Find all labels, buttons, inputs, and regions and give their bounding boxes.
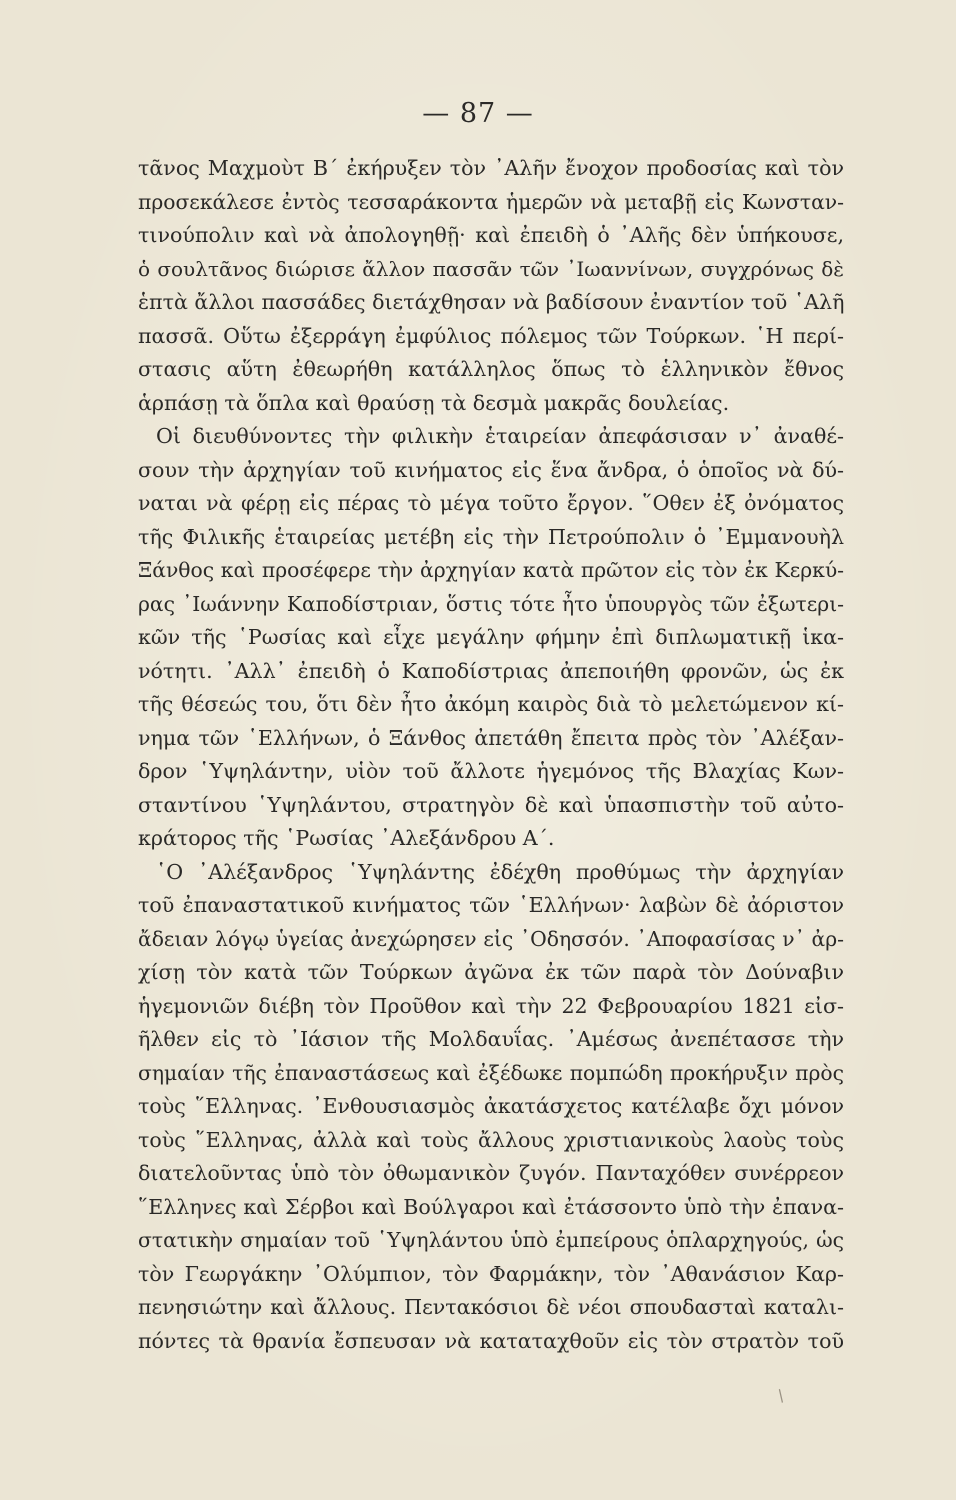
text-line: τῆς θέσεώς του, ὅτι δὲν ἦτο ἀκόμη καιρὸς διὰ τὸ μελετώμενον κί- (138, 692, 844, 716)
text-line: πενησιώτην καὶ ἄλλους. Πεντακόσιοι δὲ νέοι σπουδασταὶ καταλι- (138, 1295, 844, 1319)
text-line: τὸν Γεωργάκην ᾿Ολύμπιον, τὸν Φαρμάκην, τὸν ᾿Αθανάσιον Καρ- (138, 1261, 844, 1286)
text-line: τινούπολιν καὶ νὰ ἀπολογηθῇ· καὶ ἐπειδὴ ὁ ᾿Αλῆς δὲν ὑπήκουσε, (138, 223, 844, 247)
text-line: ἡγεμονιῶν διέβη τὸν Προῦθον καὶ τὴν 22 Φεβρουαρίου 1821 εἰσ- (138, 993, 844, 1018)
text-line: πασσᾶ. Οὕτω ἐξερράγη ἐμφύλιος πόλεμος τῶν Τούρκων. ῾Η περί- (138, 323, 844, 348)
text-line: ῆλθεν εἰς τὸ ᾿Ιάσιον τῆς Μολδαυΐας. ᾿Αμέσως ἀνεπέτασσε τὴν (138, 1027, 844, 1051)
text-line: στατικὴν σημαίαν τοῦ ῾Υψηλάντου ὑπὸ ἐμπείρους ὁπλαρχηγούς, ὡς (138, 1228, 844, 1252)
text-line: ναται νὰ φέρῃ εἰς πέρας τὸ μέγα τοῦτο ἔργον. ῞Οθεν ἐξ ὀνόματος (138, 491, 844, 515)
text-line: τοὺς ῞Ελληνας, ἀλλὰ καὶ τοὺς ἄλλους χριστιανικοὺς λαοὺς τοὺς (138, 1127, 844, 1152)
text-line: κράτορος τῆς ῾Ρωσίας ᾿Αλεξάνδρου Α΄. (138, 826, 555, 850)
text-line: ἁρπάσῃ τὰ ὅπλα καὶ θραύσῃ τὰ δεσμὰ μακρᾶς δουλείας. (138, 390, 730, 415)
text-line: χίσῃ τὸν κατὰ τῶν Τούρκων ἀγῶνα ἐκ τῶν παρὰ τὸν Δούναβιν (138, 960, 844, 984)
body-text (138, 152, 844, 1358)
text-line: στασις αὕτη ἐθεωρήθη κατάλληλος ὅπως τὸ ἑλληνικὸν ἔθνος (138, 357, 844, 381)
pencil-mark: / (773, 1385, 788, 1406)
text-line: πόντες τὰ θρανία ἔσπευσαν νὰ καταταχθοῦν εἰς τὸν στρατὸν τοῦ (138, 1328, 844, 1353)
text-line: τοὺς ῞Ελληνας. ᾿Ενθουσιασμὸς ἀκατάσχετος κατέλαβε ὄχι μόνον (138, 1094, 844, 1118)
text-line: Οἱ διευθύνοντες τὴν φιλικὴν ἑταιρείαν ἀπεφάσισαν ν᾿ ἀναθέ- (156, 424, 844, 448)
text-line: ὁ σουλτᾶνος διώρισε ἄλλον πασσᾶν τῶν ᾿Ιωαννίνων, συγχρόνως δὲ (138, 256, 844, 281)
text-line: νημα τῶν ῾Ελλήνων, ὁ Ξάνθος ἀπετάθη ἔπειτα πρὸς τὸν ᾿Αλέξαν- (138, 725, 844, 750)
text-line: δρον ῾Υψηλάντην, υἱὸν τοῦ ἄλλοτε ἡγεμόνος τῆς Βλαχίας Κων- (138, 759, 844, 783)
text-line: Ξάνθος καὶ προσέφερε τὴν ἀρχηγίαν κατὰ πρῶτον εἰς τὸν ἐκ Κερκύ- (138, 558, 844, 582)
text-line: κῶν τῆς ῾Ρωσίας καὶ εἶχε μεγάλην φήμην ἐπὶ διπλωματικῇ ἱκα- (138, 625, 844, 649)
text-line: ἑπτὰ ἄλλοι πασσάδες διετάχθησαν νὰ βαδίσουν ἐναντίον τοῦ ῾Αλῆ (138, 290, 845, 314)
text-line: τᾶνος Μαχμοὺτ Β΄ ἐκήρυξεν τὸν ᾿Αλῆν ἔνοχον προδοσίας καὶ τὸν (138, 156, 844, 180)
text-line: τοῦ ἐπαναστατικοῦ κινήματος τῶν ῾Ελλήνων· λαβὼν δὲ ἀόριστον (138, 893, 844, 917)
text-line: ῞Ελληνες καὶ Σέρβοι καὶ Βούλγαροι καὶ ἐτάσσοντο ὑπὸ τὴν ἐπανα- (138, 1194, 844, 1219)
page-number: — 87 — (422, 98, 534, 129)
text-line: ῾Ο ᾿Αλέξανδρος ῾Υψηλάντης ἐδέχθη προθύμως τὴν ἀρχηγίαν (156, 859, 844, 884)
text-line: τῆς Φιλικῆς ἑταιρείας μετέβη εἰς τὴν Πετρούπολιν ὁ ᾿Εμμανουὴλ (138, 524, 844, 549)
text-line: ἄδειαν λόγῳ ὑγείας ἀνεχώρησεν εἰς ᾿Οδησσόν. ᾿Αποφασίσας ν᾿ ἀρ- (138, 926, 844, 951)
text-line: σημαίαν τῆς ἐπαναστάσεως καὶ ἐξέδωκε πομπώδη προκήρυξιν πρὸς (138, 1060, 844, 1085)
text-line: διατελοῦντας ὑπὸ τὸν ὀθωμανικὸν ζυγόν. Πανταχόθεν συνέρρεον (138, 1161, 844, 1185)
text-line: νότητι. ᾿Αλλ᾿ ἐπειδὴ ὁ Καποδίστριας ἀπεποιήθη φρονῶν, ὡς ἐκ (138, 658, 844, 683)
text-line: προσεκάλεσε ἐντὸς τεσσαράκοντα ἡμερῶν νὰ μεταβῇ εἰς Κωνσταν- (138, 189, 844, 214)
text-line: σουν τὴν ἀρχηγίαν τοῦ κινήματος εἰς ἕνα ἄνδρα, ὁ ὁποῖος νὰ δύ- (138, 457, 844, 482)
text-line: ρας ᾿Ιωάννην Καποδίστριαν, ὅστις τότε ἦτο ὑπουργὸς τῶν ἐξωτερι- (138, 591, 844, 616)
text-line: σταντίνου ῾Υψηλάντου, στρατηγὸν δὲ καὶ ὑπασπιστὴν τοῦ αὐτο- (138, 792, 844, 817)
